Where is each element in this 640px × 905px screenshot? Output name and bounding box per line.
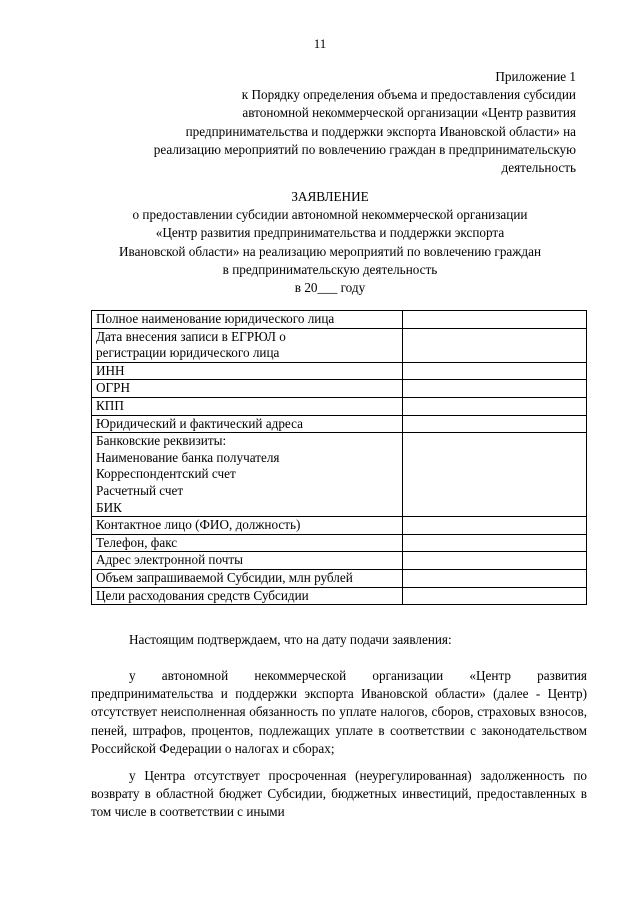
title-line: Ивановской области» на реализацию мероприятий по вовлечению граждан (119, 243, 541, 259)
field-label-line: Дата внесения записи в ЕГРЮЛ о (96, 328, 286, 344)
field-label-line: КПП (96, 397, 124, 413)
title-line: о предоставлении субсидии автономной некоммерческой организации (132, 207, 528, 223)
field-value-cell[interactable] (402, 415, 586, 433)
table-row (92, 397, 587, 415)
table-row (92, 311, 587, 329)
field-value-cell[interactable] (402, 534, 586, 552)
field-value-cell[interactable] (402, 587, 586, 605)
field-label (92, 552, 403, 570)
page-number: 11 (313, 36, 327, 51)
table-row (92, 587, 587, 605)
title-line: в предпринимательскую деятельность (222, 261, 438, 277)
annex-line: реализацию мероприятий по вовлечению граждан в предпринимательскую (153, 141, 576, 157)
table-row (92, 415, 587, 433)
field-value-cell[interactable] (402, 362, 586, 380)
field-value-cell[interactable] (402, 569, 586, 587)
field-value-cell[interactable] (402, 311, 586, 329)
field-label (92, 311, 403, 329)
field-label (92, 433, 403, 517)
field-label (92, 362, 403, 380)
field-label (92, 380, 403, 398)
field-label-line: Адрес электронной почты (96, 552, 243, 568)
table-row (92, 517, 587, 535)
annex-header (96, 68, 576, 177)
field-label (92, 328, 403, 362)
field-label-line: ИНН (96, 362, 125, 378)
field-label-line: БИК (96, 499, 122, 515)
paragraph-no-overdue-debt: у Центра отсутствует просроченная (неурегулированная) задолженность по возврату в областной бюджет Субсидии, бюджетных инвестиций, предоставленных в том числе в соответствии с иными (91, 768, 587, 820)
paragraph-no-tax-debt: у автономной некоммерческой организации «Центр развития предпринимательства и поддержки экспорта Ивановской области» (далее - Центр) отсутствует неисполненная обязанность по уплате налогов, сборов, страховых взносов, пеней, штрафов, процентов, подлежащих уплате в соответствии с законодательством Российской Федерации о налогах и сборах; (91, 668, 587, 756)
field-label-line: Контактное лицо (ФИО, должность) (96, 517, 301, 533)
field-value-cell[interactable] (402, 397, 586, 415)
field-label-line: Объем запрашиваемой Субсидии, млн рублей (96, 569, 353, 585)
field-value-cell[interactable] (402, 380, 586, 398)
annex-line: к Порядку определения объема и предоставления субсидии (241, 87, 576, 103)
field-label (92, 569, 403, 587)
field-label-line: Банковские реквизиты: (96, 433, 227, 449)
field-value-cell[interactable] (402, 552, 586, 570)
field-label (92, 397, 403, 415)
intro-paragraph (91, 631, 587, 649)
table-row (92, 362, 587, 380)
field-value-cell[interactable] (402, 328, 586, 362)
field-label-line: Полное наименование юридического лица (96, 311, 335, 326)
annex-line: автономной некоммерческой организации «Центр развития (242, 105, 576, 121)
field-label (92, 517, 403, 535)
annex-line: предпринимательства и поддержки экспорта Ивановской области» на (185, 123, 576, 139)
intro-text: Настоящим подтверждаем, что на дату подачи заявления: (129, 632, 452, 647)
annex-line: Приложение 1 (495, 69, 576, 84)
field-label-line: ОГРН (96, 380, 131, 396)
title-heading: ЗАЯВЛЕНИЕ (291, 189, 369, 204)
field-label-line: Цели расходования средств Субсидии (96, 587, 309, 603)
field-label (92, 587, 403, 605)
table-row (92, 569, 587, 587)
field-label-line: Юридический и фактический адреса (96, 415, 303, 431)
field-label-line: Наименование банка получателя (96, 449, 280, 465)
field-label-line: Корреспондентский счет (96, 466, 236, 482)
field-label (92, 534, 403, 552)
title-line: в 20___ году (294, 280, 366, 296)
table-row (92, 534, 587, 552)
table-row (92, 380, 587, 398)
annex-line: деятельность (501, 160, 576, 176)
table-row (92, 433, 587, 517)
application-form-table (91, 310, 587, 605)
document-title (70, 188, 590, 297)
field-label (92, 415, 403, 433)
field-label-line: регистрации юридического лица (96, 345, 280, 361)
table-row (92, 552, 587, 570)
field-value-cell[interactable] (402, 517, 586, 535)
field-label-line: Расчетный счет (96, 482, 184, 498)
field-value-cell[interactable] (402, 433, 586, 517)
field-label-line: Телефон, факс (96, 534, 178, 550)
table-row (92, 328, 587, 362)
title-line: «Центр развития предпринимательства и поддержки экспорта (155, 225, 505, 241)
